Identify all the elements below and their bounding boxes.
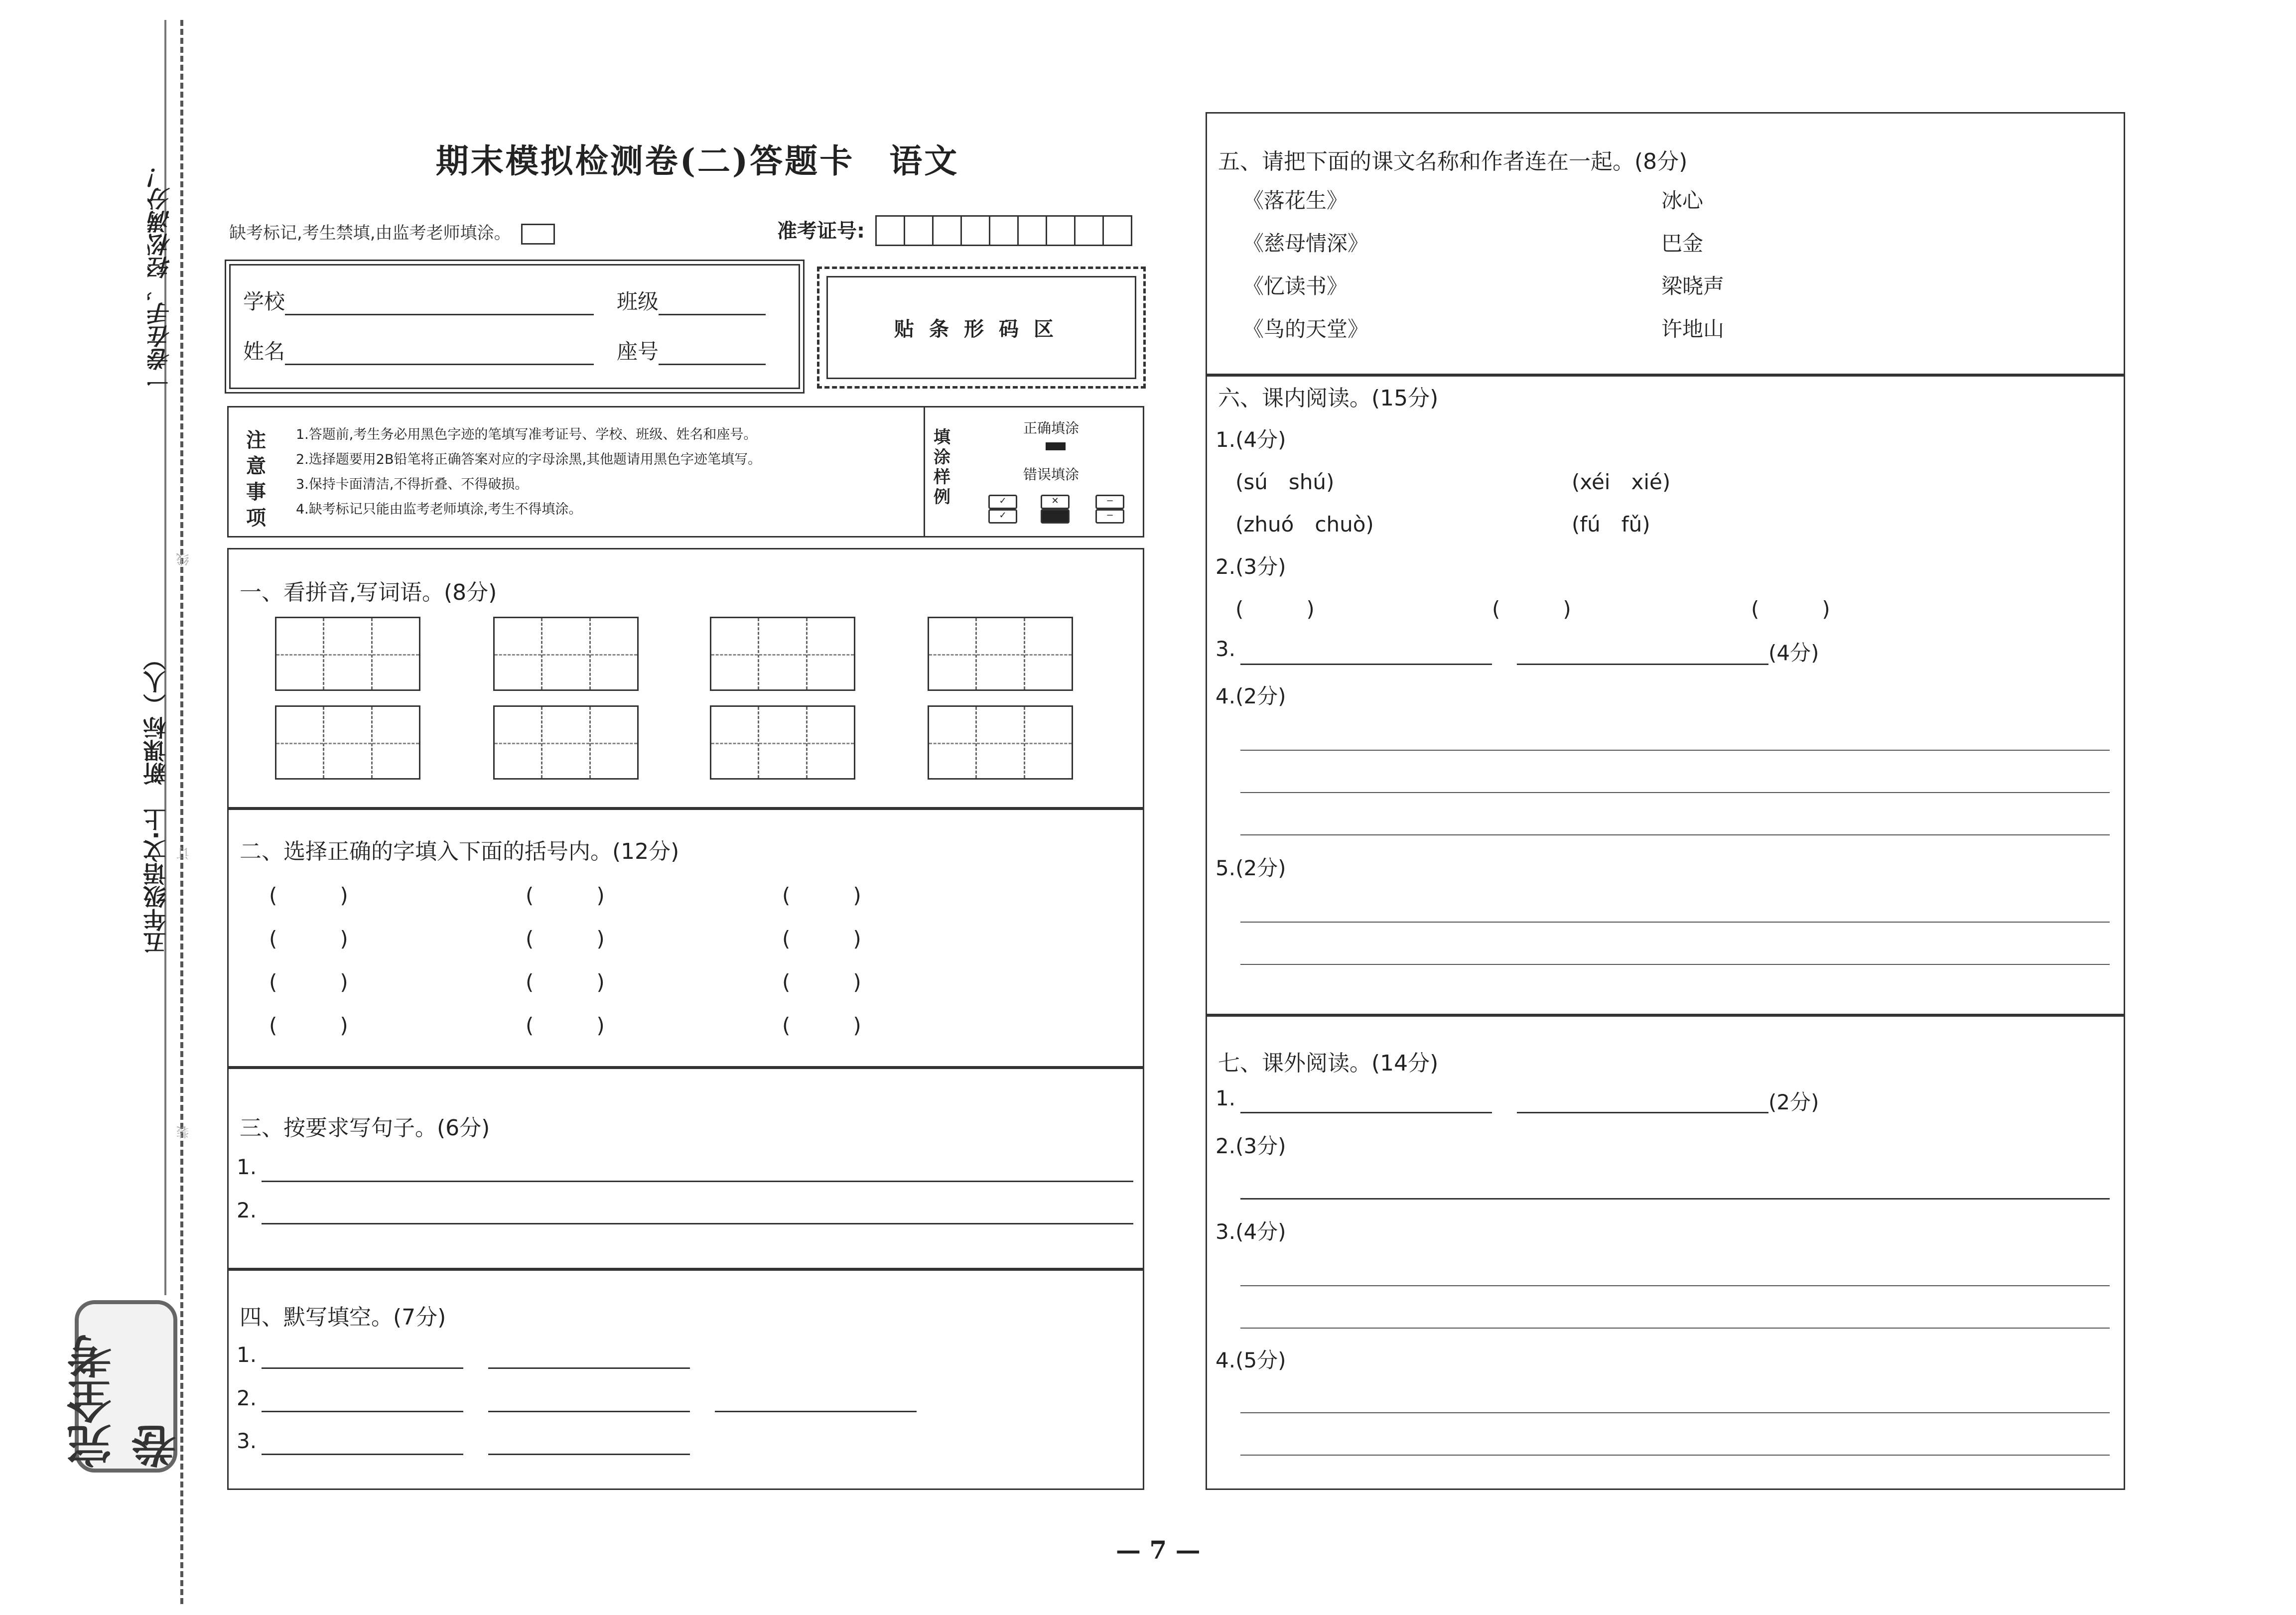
section-4	[227, 1268, 1144, 1490]
s6-q4-answer-line[interactable]	[1240, 834, 2110, 835]
s6-q1-label: 1.(4分)	[1216, 427, 1286, 452]
s6-pinyin-1[interactable]: (sú shú)	[1235, 470, 1335, 494]
s6-pinyin-4[interactable]: (fú fǔ)	[1572, 512, 1650, 537]
tianzi-grid[interactable]	[710, 617, 855, 691]
wrong-fill-line-icon: − −	[1095, 495, 1124, 524]
s7-q3-label: 3.(4分)	[1216, 1219, 1286, 1244]
note-item: 3.保持卡面清洁,不得折叠、不得破损。	[296, 477, 529, 492]
exam-digit-cell[interactable]	[904, 215, 934, 246]
note-item: 4.缺考标记只能由监考老师填涂,考生不得填涂。	[296, 502, 582, 517]
exam-digit-cell[interactable]	[1102, 215, 1132, 246]
exam-digit-cell[interactable]	[932, 215, 962, 246]
tianzi-grid[interactable]	[493, 617, 639, 691]
s2-answer-paren[interactable]: ( )	[782, 1013, 861, 1038]
tianzi-grid[interactable]	[710, 705, 855, 780]
sidebar-course: 五年级语文·上 新课标（人）	[142, 648, 169, 954]
absent-mark-box[interactable]	[521, 224, 555, 245]
s2-answer-paren[interactable]: ( )	[526, 1013, 605, 1038]
s4-answer-line[interactable]	[488, 1454, 690, 1455]
tianzi-grid[interactable]	[275, 705, 420, 780]
s7-q1-label: 1.	[1216, 1086, 1236, 1110]
s5-title-item[interactable]: 《鸟的天堂》	[1243, 317, 1369, 341]
s6-q5-answer-line[interactable]	[1240, 922, 2110, 923]
section-7	[1206, 1014, 2125, 1490]
brand-logo	[67, 1300, 184, 1473]
exam-digit-cell[interactable]	[1074, 215, 1104, 246]
binding-mark-zhuang: 装	[176, 1126, 191, 1139]
fill-sample-divider	[924, 407, 925, 536]
school-label: 学校	[243, 289, 285, 314]
exam-number-cells[interactable]	[877, 215, 1132, 246]
s2-answer-paren[interactable]: ( )	[526, 927, 605, 951]
s2-answer-paren[interactable]: ( )	[782, 883, 861, 908]
school-field[interactable]	[243, 285, 594, 315]
s2-answer-paren[interactable]: ( )	[269, 883, 348, 908]
barcode-area	[817, 267, 1146, 389]
s3-q2-label: 2.	[237, 1198, 257, 1222]
fill-sample-label: 填涂样例	[934, 427, 950, 507]
s5-author-item[interactable]: 许地山	[1661, 317, 1725, 341]
s2-answer-paren[interactable]: ( )	[269, 1013, 348, 1038]
s6-q4-label: 4.(2分)	[1216, 684, 1286, 708]
s2-answer-paren[interactable]: ( )	[269, 970, 348, 994]
name-field[interactable]	[243, 335, 594, 365]
section-7-title: 七、课外阅读。(14分)	[1218, 1051, 1439, 1076]
exam-digit-cell[interactable]	[1017, 215, 1047, 246]
s6-q2-paren[interactable]: ( )	[1235, 597, 1315, 621]
s5-title-item[interactable]: 《忆读书》	[1243, 274, 1348, 298]
exam-number-label: 准考证号:	[777, 220, 865, 243]
wrong-fill-check-icon: ✓ ✓	[988, 495, 1017, 524]
s6-q3-score: (4分)	[1768, 641, 1819, 665]
section-2	[227, 807, 1144, 1069]
s2-answer-paren[interactable]: ( )	[782, 927, 861, 951]
name-label: 姓名	[243, 339, 285, 364]
s7-q1-score: (2分)	[1768, 1090, 1819, 1114]
s6-q5-answer-line[interactable]	[1240, 964, 2110, 965]
section-1-title: 一、看拼音,写词语。(8分)	[240, 580, 497, 605]
s4-answer-line[interactable]	[262, 1367, 463, 1369]
correct-fill-mark	[1046, 442, 1066, 450]
exam-digit-cell[interactable]	[1046, 215, 1076, 246]
note-item: 2.选择题要用2B铅笔将正确答案对应的字母涂黑,其他题请用黑色字迹笔填写。	[296, 452, 762, 467]
s5-title-item[interactable]: 《慈母情深》	[1243, 231, 1369, 256]
section-3-title: 三、按要求写句子。(6分)	[240, 1115, 490, 1141]
s7-q1-answer-line[interactable]	[1240, 1112, 1492, 1113]
section-4-title: 四、默写填空。(7分)	[240, 1305, 446, 1330]
class-label: 班级	[617, 289, 659, 314]
s4-q1-label: 1.	[237, 1343, 257, 1367]
s5-author-item[interactable]: 梁晓声	[1661, 274, 1725, 298]
tianzi-grid[interactable]	[275, 617, 420, 691]
note-item: 1.答题前,考生务必用黑色字迹的笔填写准考证号、学校、班级、姓名和座号。	[296, 427, 757, 442]
s4-q2-label: 2.	[237, 1386, 257, 1410]
notes-list	[296, 422, 761, 522]
wrong-fill-label: 错误填涂	[1023, 466, 1080, 483]
s6-q3-label: 3.	[1216, 637, 1236, 661]
s6-q2-paren[interactable]: ( )	[1492, 597, 1571, 621]
s5-author-item[interactable]: 冰心	[1661, 188, 1704, 213]
notes-label: 注意事项	[246, 429, 266, 530]
logo-text: 完全考卷	[67, 1334, 184, 1469]
binding-mark-ding: 订	[176, 847, 191, 860]
s7-q4-answer-line[interactable]	[1240, 1412, 2110, 1413]
s7-q2-label: 2.(3分)	[1216, 1134, 1286, 1158]
s4-answer-line[interactable]	[715, 1411, 917, 1412]
absent-mark-row	[229, 219, 555, 245]
page-number: — 7 —	[1116, 1535, 1201, 1565]
s7-q3-answer-line[interactable]	[1240, 1328, 2110, 1329]
section-2-title: 二、选择正确的字填入下面的括号内。(12分)	[240, 839, 679, 864]
s6-q3-answer-line[interactable]	[1240, 664, 1492, 665]
s4-answer-line[interactable]	[488, 1367, 690, 1369]
notes-box	[227, 406, 1144, 538]
s7-q4-label: 4.(5分)	[1216, 1348, 1286, 1372]
s2-answer-paren[interactable]: ( )	[269, 927, 348, 951]
exam-digit-cell[interactable]	[875, 215, 905, 246]
s7-q4-answer-line[interactable]	[1240, 1455, 2110, 1456]
s6-pinyin-3[interactable]: (zhuó chuò)	[1235, 512, 1374, 537]
tianzi-grid[interactable]	[928, 705, 1073, 780]
tianzi-grid[interactable]	[928, 617, 1073, 691]
s5-title-item[interactable]: 《落花生》	[1243, 188, 1348, 213]
s4-answer-line[interactable]	[262, 1411, 463, 1412]
tianzi-grid[interactable]	[493, 705, 639, 780]
section-5-title: 五、请把下面的课文名称和作者连在一起。(8分)	[1218, 149, 1688, 174]
s4-q3-label: 3.	[237, 1429, 257, 1453]
s2-answer-paren[interactable]: ( )	[782, 970, 861, 994]
s2-answer-paren[interactable]: ( )	[526, 883, 605, 908]
s5-author-item[interactable]: 巴金	[1661, 231, 1704, 256]
s7-q3-answer-line[interactable]	[1240, 1285, 2110, 1286]
wrong-fill-dot-icon: ✕	[1041, 495, 1070, 524]
s6-q4-answer-line[interactable]	[1240, 750, 2110, 751]
binding-mark-xian: 线	[176, 553, 191, 566]
section-6-title: 六、课内阅读。(15分)	[1218, 386, 1439, 411]
student-info-box	[229, 264, 800, 389]
section-3	[227, 1066, 1144, 1271]
s6-q2-label: 2.(3分)	[1216, 554, 1286, 579]
seat-label: 座号	[617, 339, 659, 364]
s2-answer-paren[interactable]: ( )	[526, 970, 605, 994]
class-field[interactable]	[617, 285, 766, 315]
s4-answer-line[interactable]	[488, 1411, 690, 1412]
s6-q3-answer-line[interactable]	[1517, 664, 1768, 665]
correct-fill-label: 正确填涂	[1023, 420, 1080, 436]
s6-q2-paren[interactable]: ( )	[1751, 597, 1830, 621]
s6-pinyin-2[interactable]: (xéi xié)	[1572, 470, 1671, 494]
s6-q5-label: 5.(2分)	[1216, 856, 1286, 880]
s7-q1-answer-line[interactable]	[1517, 1112, 1768, 1113]
exam-digit-cell[interactable]	[989, 215, 1019, 246]
s6-q4-answer-line[interactable]	[1240, 792, 2110, 793]
s3-q2-answer-line[interactable]	[262, 1223, 1133, 1224]
s7-q2-answer-line[interactable]	[1240, 1198, 2110, 1200]
page-title: 期末模拟检测卷(二)答题卡 语文	[435, 141, 959, 180]
s3-q1-answer-line[interactable]	[262, 1181, 1133, 1182]
absent-label: 缺考标记,考生禁填,由监考老师填涂。	[229, 223, 511, 243]
exam-digit-cell[interactable]	[960, 215, 990, 246]
s3-q1-label: 1.	[237, 1155, 257, 1179]
barcode-label: 贴条形码区	[826, 276, 1136, 379]
seat-field[interactable]	[617, 335, 766, 365]
s4-answer-line[interactable]	[262, 1454, 463, 1455]
sidebar-slogan: 一卷在手，轻松满分！	[147, 164, 174, 394]
